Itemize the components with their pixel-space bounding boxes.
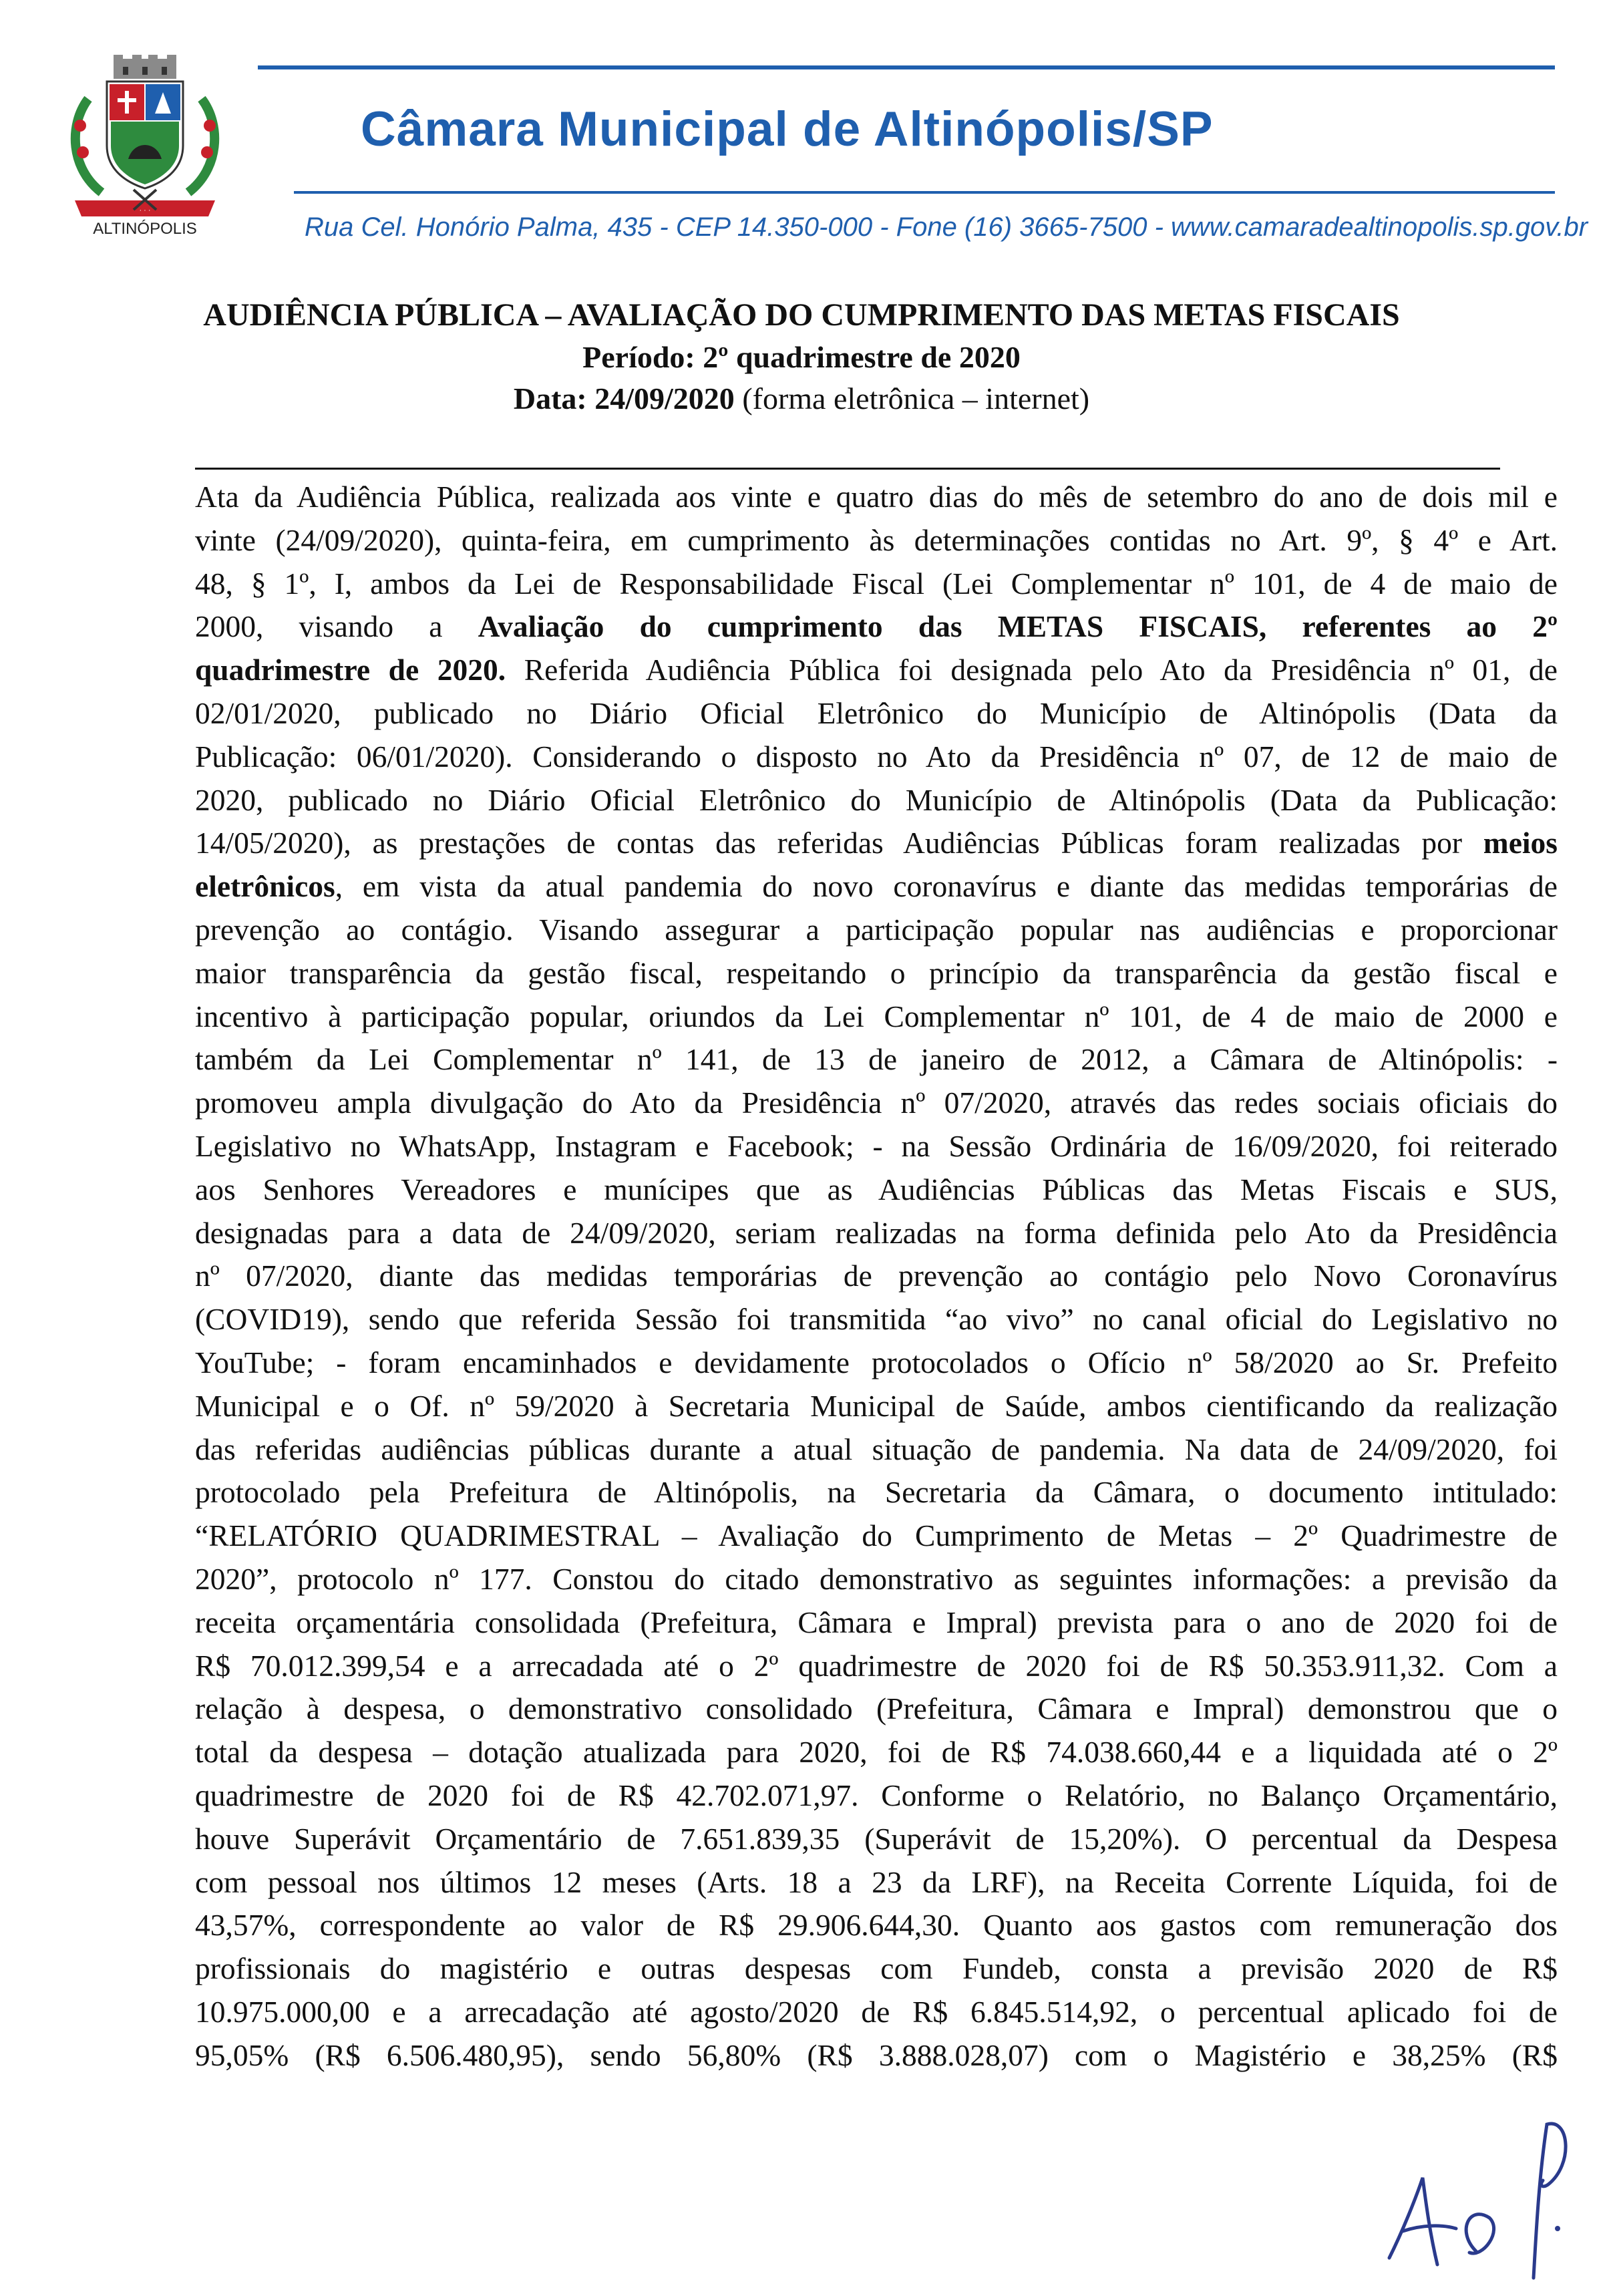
body-text-run: , em vista da atual pandemia do novo coronavírus e diante das medidas temporárias de [335,869,1558,904]
body-line [195,865,1558,909]
body-line: houve Superávit Orçamentário de 7.651.839,35 (Superávit de 15,20%). O percentual da Despesa [195,1821,1558,1856]
body-line: Publicação: 06/01/2020). Considerando o disposto no Ato da Presidência nº 07, de 12 de maio de [195,739,1558,774]
body-line: “RELATÓRIO QUADRIMESTRAL – Avaliação do Cumprimento de Metas – 2º Quadrimestre de [195,1518,1558,1553]
document-date [134,378,1469,420]
body-line [195,605,1558,649]
body-line: receita orçamentária consolidada (Prefeitura, Câmara e Impral) prevista para o ano de 2020 foi de [195,1605,1558,1639]
body-line: Ata da Audiência Pública, realizada aos vinte e quatro dias do mês de setembro do ano de dois mil e [195,480,1558,514]
document-title-block [134,294,1469,420]
body-line: R$ 70.012.399,54 e a arrecadada até o 2º quadrimestre de 2020 foi de R$ 50.353.911,32. Com a [195,1648,1558,1683]
svg-text:· · ·: · · · [139,206,151,214]
minutes-paragraph [195,476,1558,2077]
body-line: profissionais do magistério e outras despesas com Fundeb, consta a previsão 2020 de R$ [195,1951,1558,1986]
body-line: 2020, publicado no Diário Oficial Eletrônico do Município de Altinópolis (Data da Publicação: [195,782,1558,817]
document-date-label: Data: 24/09/2020 [513,381,735,416]
body-line: Legislativo no WhatsApp, Instagram e Facebook; - na Sessão Ordinária de 16/09/2020, foi reiterado [195,1128,1558,1163]
body-text-run: 2000, visando a [195,609,478,644]
document-title: AUDIÊNCIA PÚBLICA – AVALIAÇÃO DO CUMPRIMENTO DAS METAS FISCAIS [203,297,1400,333]
body-bold-run: meios [1483,826,1558,860]
body-line: designadas para a data de 24/09/2020, seriam realizadas na forma definida pelo Ato da Presidência [195,1215,1558,1250]
handwritten-initials-icon [1376,2098,1576,2285]
body-line: nº 07/2020, diante das medidas temporárias de prevenção ao contágio pelo Novo Coronavírus [195,1259,1558,1293]
body-line: promoveu ampla divulgação do Ato da Presidência nº 07/2020, através das redes sociais oficiais do [195,1086,1558,1120]
body-line [195,649,1558,692]
body-text-run: 14/05/2020), as prestações de contas das referidas Audiências Públicas foram realizadas por [195,826,1483,860]
body-line: prevenção ao contágio. Visando assegurar a participação popular nas audiências e proporcionar [195,912,1558,947]
title-separator [195,468,1500,470]
body-bold-run: Avaliação do cumprimento das METAS FISCAIS, referentes ao 2º [478,609,1558,644]
body-line: 2020”, protocolo nº 177. Constou do citado demonstrativo as seguintes informações: a previsão da [195,1561,1558,1596]
body-bold-run: quadrimestre de 2020. [195,653,506,687]
header-rule-top [258,65,1555,69]
body-line: (COVID19), sendo que referida Sessão foi transmitida “ao vivo” no canal oficial do Legislativo no [195,1302,1558,1337]
body-line: vinte (24/09/2020), quinta-feira, em cumprimento às determinações contidas no Art. 9º, § 4º e Art. [195,522,1558,557]
document-period: Período: 2º quadrimestre de 2020 [582,340,1021,374]
body-line: incentivo à participação popular, oriundos da Lei Complementar nº 101, de 4 de maio de 2000 e [195,999,1558,1033]
organization-name: Câmara Municipal de Altinópolis/SP [361,102,1214,156]
body-line: também da Lei Complementar nº 141, de 13 de janeiro de 2012, a Câmara de Altinópolis: - [195,1042,1558,1077]
body-line: 02/01/2020, publicado no Diário Oficial Eletrônico do Município de Altinópolis (Data da [195,695,1558,730]
body-text-run: Referida Audiência Pública foi designada pelo Ato da Presidência nº 01, de [506,653,1558,687]
document-date-note: (forma eletrônica – internet) [734,381,1090,416]
body-line: total da despesa – dotação atualizada para 2020, foi de R$ 74.038.660,44 e a liquidada até o 2º [195,1735,1558,1770]
body-line: com pessoal nos últimos 12 meses (Arts. 18 a 23 da LRF), na Receita Corrente Líquida, foi de [195,1864,1558,1899]
body-line: aos Senhores Vereadores e munícipes que as Audiências Públicas das Metas Fiscais e SUS, [195,1172,1558,1206]
body-line: 43,57%, correspondente ao valor de R$ 29.906.644,30. Quanto aos gastos com remuneração dos [195,1908,1558,1943]
svg-text:ALTINÓPOLIS: ALTINÓPOLIS [93,220,197,238]
body-line: relação à despesa, o demonstrativo consolidado (Prefeitura, Câmara e Impral) demonstrou que o [195,1691,1558,1726]
body-line: das referidas audiências públicas durante a atual situação de pandemia. Na data de 24/09/2020, foi [195,1432,1558,1466]
body-line: 95,05% (R$ 6.506.480,95), sendo 56,80% (R$ 3.888.028,07) com o Magistério e 38,25% (R$ [195,2037,1558,2072]
organization-address: Rua Cel. Honório Palma, 435 - CEP 14.350-000 - Fone (16) 3665-7500 - www.camaradealtinopolis.sp.gov.br [305,212,1588,242]
body-line: 10.975.000,00 e a arrecadação até agosto/2020 de R$ 6.845.514,92, o percentual aplicado foi de [195,1994,1558,2029]
body-line: quadrimestre de 2020 foi de R$ 42.702.071,97. Conforme o Relatório, no Balanço Orçamentário, [195,1778,1558,1812]
body-line: 48, § 1º, I, ambos da Lei de Responsabilidade Fiscal (Lei Complementar nº 101, de 4 de maio de [195,566,1558,601]
body-line: YouTube; - foram encaminhados e devidamente protocolados o Ofício nº 58/2020 ao Sr. Prefeito [195,1345,1558,1379]
body-line: Municipal e o Of. nº 59/2020 à Secretaria Municipal de Saúde, ambos cientificando da realização [195,1388,1558,1423]
body-bold-run: eletrônicos [195,869,335,904]
header-rule-bottom [294,191,1555,194]
body-line: protocolado pela Prefeitura de Altinópolis, na Secretaria da Câmara, o documento intitulado: [195,1475,1558,1510]
body-line [195,822,1558,865]
municipal-coat-of-arms-icon [61,52,228,238]
body-line: maior transparência da gestão fiscal, respeitando o princípio da transparência da gestão fiscal e [195,955,1558,990]
